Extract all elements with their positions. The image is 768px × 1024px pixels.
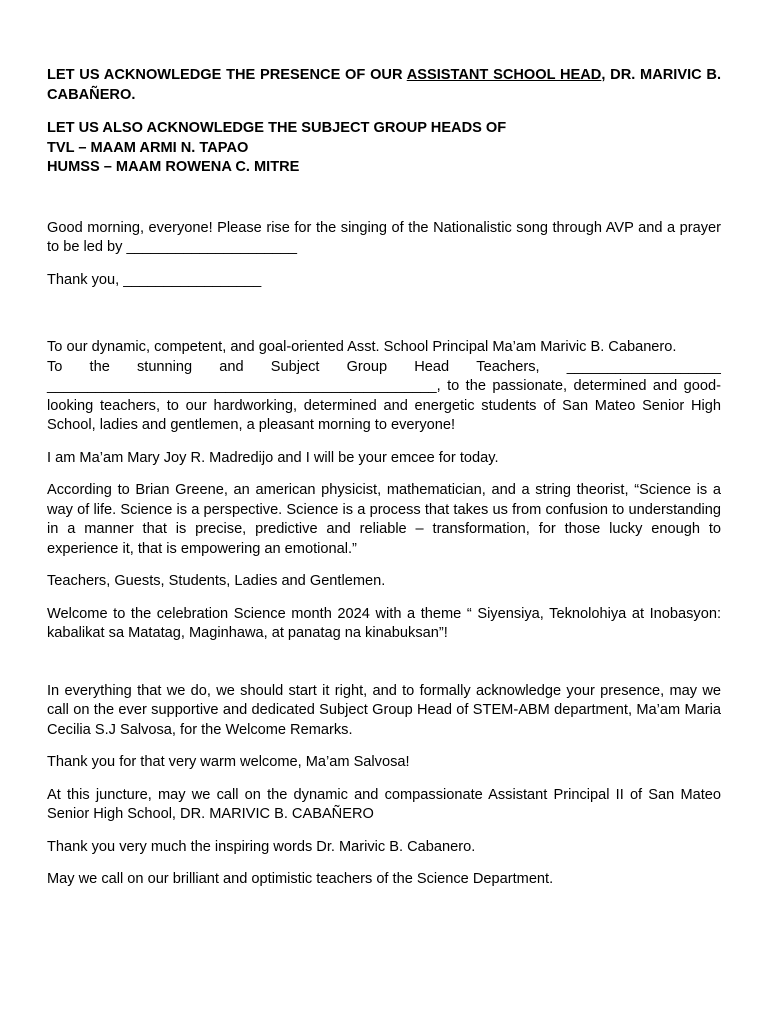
paragraph-call-science-teachers: May we call on our brilliant and optimistic teachers of the Science Department.	[47, 871, 554, 887]
greetings-line2-word: ___________________	[566, 358, 721, 375]
paragraph-thank-salvosa: Thank you for that very warm welcome, Ma’am Salvosa!	[47, 754, 410, 770]
paragraph-call-principal: At this juncture, may we call on the dynamic and compassionate Assistant Principal II of San Mateo Senior High School, DR. MARIVIC B. CABAÑERO	[47, 786, 721, 822]
greetings-line2-word: To	[47, 358, 63, 375]
paragraph-science-month-welcome: Welcome to the celebration Science month 2024 with a theme “ Siyensiya, Teknolohiya at Inobasyon: kabalikat sa Matatag, Maginhawa, at panatag na kinabuksan”!	[47, 605, 721, 641]
greetings-line2-word: the	[89, 358, 110, 375]
paragraph-welcome-remarks-call: In everything that we do, we should start it right, and to formally acknowledge your presence, may we call on the ever supportive and dedicated Subject Group Head of STEM-ABM department, Ma’am Maria Cecilia S.J Salvosa, for the Welcome Remarks.	[47, 682, 721, 738]
greetings-rest: ________________________________________________, to the passionate, determined and good-looking teachers, to our hardworking, determined and energetic students of San Mateo Senior High School, ladies and gentlemen, a pleasant morning to everyone!	[47, 378, 721, 433]
ack2-line3: HUMSS – MAAM ROWENA C. MITRE	[47, 159, 300, 175]
paragraph-audience: Teachers, Guests, Students, Ladies and Gentlemen.	[47, 573, 386, 589]
paragraph-thank-you-blank: Thank you, _________________	[47, 271, 262, 288]
paragraph-good-morning: Good morning, everyone! Please rise for the singing of the Nationalistic song through AVP and a prayer to be led by _____________________	[47, 219, 721, 255]
paragraph-thank-cabanero: Thank you very much the inspiring words Dr. Marivic B. Cabanero.	[47, 838, 476, 855]
greetings-line2-word: stunning	[136, 358, 193, 375]
greetings-line2-word: Head	[414, 358, 450, 375]
acknowledge-subject-heads	[47, 119, 721, 178]
greetings-line1: To our dynamic, competent, and goal-oriented Asst. School Principal Ma’am Marivic B. Cabanero.	[47, 339, 677, 355]
ack1-post: , DR. MARIVIC B. CABAÑERO.	[47, 67, 721, 103]
ack2-line1: LET US ALSO ACKNOWLEDGE THE SUBJECT GROUP HEADS OF	[47, 120, 507, 136]
greetings-line2-word: Group	[346, 358, 388, 375]
paragraph-greetings	[47, 338, 721, 436]
greetings-line2-word: and	[219, 358, 244, 375]
acknowledge-assistant-head	[47, 66, 721, 105]
paragraph-emcee-intro: I am Ma’am Mary Joy R. Madredijo and I will be your emcee for today.	[47, 449, 499, 466]
paragraph-brian-greene-quote: According to Brian Greene, an american physicist, mathematician, and a string theorist, “Science is a way of life. Science is a perspective. Science is a process that takes us from confusion to understanding in a manner that is precise, predictive and reliable – transformation, for those lucky enough to experience it, that is empowering an emotional.”	[47, 482, 721, 557]
greetings-line2-word: Subject	[270, 358, 320, 375]
ack1-pre: LET US ACKNOWLEDGE THE PRESENCE OF OUR	[47, 67, 407, 83]
ack1-underlined: ASSISTANT SCHOOL HEAD	[406, 67, 602, 83]
greetings-line2	[47, 358, 721, 378]
ack2-line2: TVL – MAAM ARMI N. TAPAO	[47, 139, 249, 156]
greetings-line2-word: Teachers,	[476, 358, 540, 375]
